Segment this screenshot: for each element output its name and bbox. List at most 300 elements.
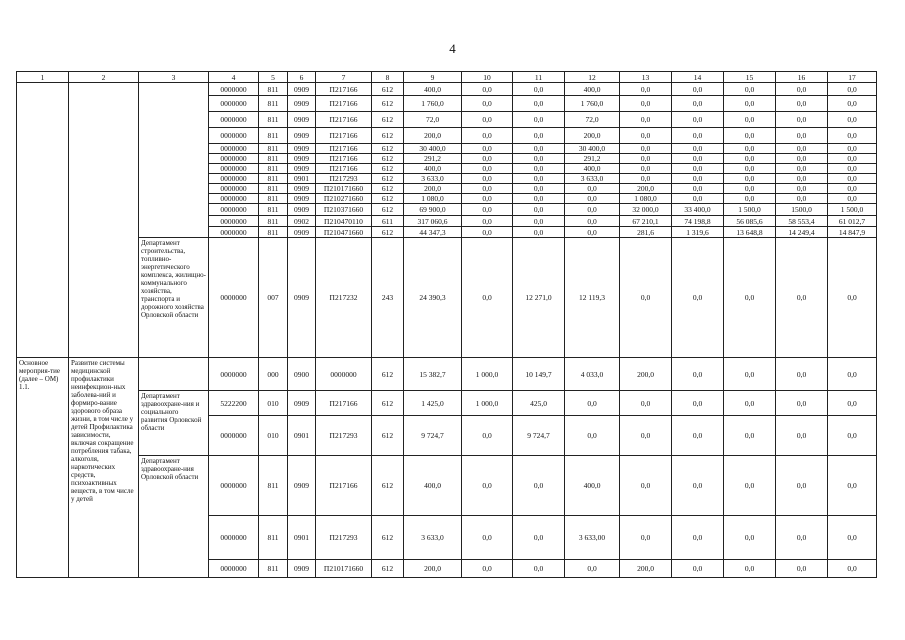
- table-cell: 811: [259, 164, 288, 174]
- table-cell: 0,0: [620, 416, 672, 456]
- table-cell: 400,0: [565, 456, 620, 516]
- table-cell: 400,0: [565, 164, 620, 174]
- table-cell: 612: [372, 516, 404, 560]
- table-cell: 0,0: [513, 184, 565, 194]
- table-cell: 811: [259, 154, 288, 164]
- table-cell: 291,2: [565, 154, 620, 164]
- table-cell: П217232: [316, 238, 372, 358]
- table-cell: 3 633,0: [404, 174, 462, 184]
- table-cell: 0000000: [209, 358, 259, 391]
- table-cell: 0000000: [209, 516, 259, 560]
- table-cell: 0,0: [776, 174, 828, 184]
- table-cell: 0,0: [828, 194, 877, 204]
- table-cell: 0,0: [513, 204, 565, 216]
- table-cell: 0,0: [724, 112, 776, 128]
- table-cell: 811: [259, 204, 288, 216]
- table-cell: 811: [259, 184, 288, 194]
- table-cell: 1 000,0: [462, 391, 513, 416]
- table-cell: 200,0: [620, 184, 672, 194]
- table-cell: 0,0: [462, 416, 513, 456]
- table-cell: 0,0: [620, 164, 672, 174]
- table-cell: 0,0: [672, 83, 724, 96]
- executor-cell: Департамент строительства, топливно-энергетического комплекса, жилищно-коммунального хозяйства, транспорта и дорожного хозяйства Орловской области: [139, 238, 209, 358]
- table-cell: 0,0: [513, 144, 565, 154]
- column-header: 2: [69, 72, 139, 83]
- table-cell: 0,0: [828, 358, 877, 391]
- table-cell: 0,0: [724, 96, 776, 112]
- executor-cell: [139, 83, 209, 238]
- executor-cell: [139, 358, 209, 391]
- table-cell: 0,0: [672, 164, 724, 174]
- table-cell: 0,0: [462, 154, 513, 164]
- table-cell: 0909: [288, 560, 316, 578]
- table-cell: 811: [259, 83, 288, 96]
- table-cell: 1500,0: [776, 204, 828, 216]
- table-cell: 0000000: [209, 456, 259, 516]
- table-cell: 010: [259, 391, 288, 416]
- table-cell: 0909: [288, 96, 316, 112]
- table-cell: 0000000: [209, 204, 259, 216]
- table-cell: 0000000: [209, 83, 259, 96]
- table-cell: 0,0: [776, 128, 828, 144]
- column-header: 15: [724, 72, 776, 83]
- table-cell: 1 319,6: [672, 227, 724, 238]
- table-cell: 612: [372, 456, 404, 516]
- table-cell: 0,0: [462, 96, 513, 112]
- table-cell: 0909: [288, 128, 316, 144]
- table-cell: 811: [259, 560, 288, 578]
- table-cell: 0,0: [462, 204, 513, 216]
- table-cell: П217166: [316, 456, 372, 516]
- table-cell: 0,0: [565, 416, 620, 456]
- column-header: 5: [259, 72, 288, 83]
- table-cell: 425,0: [513, 391, 565, 416]
- table-cell: П217166: [316, 128, 372, 144]
- table-cell: 811: [259, 456, 288, 516]
- table-cell: 0,0: [462, 164, 513, 174]
- column-header: 1: [17, 72, 69, 83]
- table-cell: П217166: [316, 144, 372, 154]
- table-cell: П217293: [316, 174, 372, 184]
- table-cell: 0,0: [724, 194, 776, 204]
- table-cell: 0909: [288, 154, 316, 164]
- table-cell: 0909: [288, 456, 316, 516]
- table-cell: П217166: [316, 96, 372, 112]
- table-cell: 0909: [288, 391, 316, 416]
- table-cell: П217166: [316, 391, 372, 416]
- table-cell: 0,0: [776, 96, 828, 112]
- table-cell: 0,0: [565, 227, 620, 238]
- table-cell: 0,0: [620, 174, 672, 184]
- table-cell: 3 633,0: [565, 174, 620, 184]
- table-cell: 0,0: [513, 112, 565, 128]
- table-cell: 0000000: [316, 358, 372, 391]
- table-cell: 5222200: [209, 391, 259, 416]
- table-row: [17, 456, 877, 516]
- table-cell: 0,0: [724, 391, 776, 416]
- table-cell: 72,0: [404, 112, 462, 128]
- table-cell: 612: [372, 184, 404, 194]
- table-cell: 0,0: [513, 164, 565, 174]
- table-cell: 58 553,4: [776, 216, 828, 227]
- table-cell: 0901: [288, 416, 316, 456]
- table-cell: 612: [372, 128, 404, 144]
- table-cell: 0901: [288, 516, 316, 560]
- table-cell: 200,0: [404, 128, 462, 144]
- table-cell: 0,0: [828, 560, 877, 578]
- table-cell: 0,0: [828, 144, 877, 154]
- table-cell: 0,0: [776, 391, 828, 416]
- table-cell: 56 085,6: [724, 216, 776, 227]
- table-cell: 0,0: [672, 96, 724, 112]
- table-cell: 12 271,0: [513, 238, 565, 358]
- table-cell: 0,0: [462, 456, 513, 516]
- table-cell: 0909: [288, 238, 316, 358]
- table-cell: 612: [372, 154, 404, 164]
- column-header: 14: [672, 72, 724, 83]
- table-cell: 0,0: [462, 216, 513, 227]
- table-cell: 0,0: [828, 128, 877, 144]
- column-header: 7: [316, 72, 372, 83]
- table-cell: 811: [259, 128, 288, 144]
- measure-description: Развитие системы медицинской профилактики неинфекцион-ных заболева-ний и формиро-вание здорового образа жизни, в том числе у детей Профилактика зависимости, включая сокращение потребления табака, алкоголя, наркотических средств, психоактивных веществ, в том числе у детей: [69, 358, 139, 578]
- column-header: 6: [288, 72, 316, 83]
- table-cell: 24 390,3: [404, 238, 462, 358]
- table-cell: 9 724,7: [404, 416, 462, 456]
- table-cell: 200,0: [620, 560, 672, 578]
- table-cell: П210471660: [316, 227, 372, 238]
- table-cell: 0,0: [776, 144, 828, 154]
- table-cell: 0,0: [513, 227, 565, 238]
- table-cell: 0909: [288, 112, 316, 128]
- table-cell: 0,0: [513, 154, 565, 164]
- table-cell: 1 760,0: [565, 96, 620, 112]
- table-cell: 0,0: [672, 144, 724, 154]
- table-cell: П217166: [316, 112, 372, 128]
- table-cell: 200,0: [565, 128, 620, 144]
- executor-cell: Департамент здравоохране-ния Орловской области: [139, 456, 209, 578]
- table-cell: 0000000: [209, 416, 259, 456]
- table-cell: 0,0: [513, 128, 565, 144]
- column-header: 3: [139, 72, 209, 83]
- table-cell: 0,0: [672, 456, 724, 516]
- table-cell: 0,0: [828, 164, 877, 174]
- column-header: 12: [565, 72, 620, 83]
- table-cell: 612: [372, 416, 404, 456]
- table-cell: 0,0: [620, 154, 672, 164]
- table-cell: П210171660: [316, 184, 372, 194]
- table-cell: 612: [372, 391, 404, 416]
- table-cell: 0,0: [724, 144, 776, 154]
- table-cell: 1 080,0: [404, 194, 462, 204]
- table-cell: 612: [372, 194, 404, 204]
- table-cell: 0,0: [565, 560, 620, 578]
- table-cell: 0,0: [724, 560, 776, 578]
- table-cell: 0,0: [828, 174, 877, 184]
- table-cell: 0,0: [828, 83, 877, 96]
- table-cell: 612: [372, 83, 404, 96]
- column-header: 8: [372, 72, 404, 83]
- table-cell: 243: [372, 238, 404, 358]
- table-cell: 0,0: [724, 164, 776, 174]
- table-cell: 32 000,0: [620, 204, 672, 216]
- table-cell: 811: [259, 194, 288, 204]
- table-cell: 612: [372, 227, 404, 238]
- table-cell: 0000000: [209, 216, 259, 227]
- table-cell: 0,0: [828, 112, 877, 128]
- table-cell: 0,0: [776, 184, 828, 194]
- table-cell: 0,0: [828, 184, 877, 194]
- table-cell: 0,0: [776, 416, 828, 456]
- table-cell: 0,0: [513, 456, 565, 516]
- table-cell: 612: [372, 144, 404, 154]
- table-cell: 0,0: [513, 174, 565, 184]
- table-cell: 0000000: [209, 144, 259, 154]
- table-cell: 0,0: [724, 358, 776, 391]
- table-cell: П217166: [316, 83, 372, 96]
- table-cell: 0909: [288, 227, 316, 238]
- table-cell: 0,0: [672, 128, 724, 144]
- table-cell: 0,0: [462, 194, 513, 204]
- column-header: 17: [828, 72, 877, 83]
- table-cell: 0000000: [209, 184, 259, 194]
- table-cell: 0,0: [565, 184, 620, 194]
- table-cell: 612: [372, 164, 404, 174]
- table-cell: 811: [259, 96, 288, 112]
- table-cell: 1 080,0: [620, 194, 672, 204]
- executor-cell: Департамент здравоохране-ния и социального развития Орловской области: [139, 391, 209, 456]
- table-cell: 1 425,0: [404, 391, 462, 416]
- table-cell: 0000000: [209, 112, 259, 128]
- table-cell: 0,0: [672, 112, 724, 128]
- table-row: [17, 83, 877, 96]
- description-cell: [69, 83, 139, 358]
- table-cell: 0,0: [724, 184, 776, 194]
- table-cell: 0,0: [776, 194, 828, 204]
- column-header: 9: [404, 72, 462, 83]
- table-cell: 010: [259, 416, 288, 456]
- column-header: 10: [462, 72, 513, 83]
- table-cell: 0,0: [776, 112, 828, 128]
- table-row: [17, 238, 877, 358]
- table-cell: 0909: [288, 83, 316, 96]
- table-cell: 0909: [288, 144, 316, 154]
- table-cell: 0,0: [828, 391, 877, 416]
- table-cell: 3 633,0: [404, 516, 462, 560]
- table-cell: 0,0: [672, 184, 724, 194]
- table-cell: 0,0: [724, 238, 776, 358]
- table-cell: 0,0: [724, 83, 776, 96]
- table-cell: 0,0: [724, 516, 776, 560]
- table-cell: 811: [259, 112, 288, 128]
- table-cell: 0,0: [724, 456, 776, 516]
- table-cell: 0,0: [620, 144, 672, 154]
- table-cell: 15 382,7: [404, 358, 462, 391]
- table-cell: 0,0: [565, 391, 620, 416]
- table-cell: 61 012,7: [828, 216, 877, 227]
- table-cell: 811: [259, 144, 288, 154]
- table-cell: 611: [372, 216, 404, 227]
- table-cell: 0,0: [724, 174, 776, 184]
- table-cell: 0,0: [513, 194, 565, 204]
- table-cell: П217166: [316, 164, 372, 174]
- table-cell: 0909: [288, 164, 316, 174]
- table-cell: 0,0: [620, 516, 672, 560]
- table-cell: 0,0: [672, 416, 724, 456]
- table-cell: 0,0: [776, 154, 828, 164]
- table-cell: 0,0: [828, 96, 877, 112]
- table-cell: 13 648,8: [724, 227, 776, 238]
- table-cell: 612: [372, 96, 404, 112]
- table-cell: 612: [372, 560, 404, 578]
- table-cell: 0,0: [462, 184, 513, 194]
- page-number: 4: [449, 41, 456, 56]
- table-cell: 0,0: [620, 391, 672, 416]
- table-cell: 0,0: [620, 456, 672, 516]
- table-cell: 0,0: [565, 194, 620, 204]
- table-cell: 317 060,6: [404, 216, 462, 227]
- table-cell: 1 500,0: [828, 204, 877, 216]
- table-cell: 811: [259, 174, 288, 184]
- table-cell: 0000000: [209, 154, 259, 164]
- table-cell: 0,0: [620, 238, 672, 358]
- table-cell: 0,0: [828, 416, 877, 456]
- table-cell: 30 400,0: [404, 144, 462, 154]
- table-cell: 0,0: [724, 416, 776, 456]
- table-cell: 200,0: [620, 358, 672, 391]
- table-cell: 0,0: [828, 516, 877, 560]
- table-cell: 811: [259, 516, 288, 560]
- table-cell: 0,0: [513, 83, 565, 96]
- table-cell: 44 347,3: [404, 227, 462, 238]
- table-cell: П210470110: [316, 216, 372, 227]
- table-cell: 0,0: [462, 112, 513, 128]
- table-cell: 0,0: [462, 238, 513, 358]
- program-cell: [17, 83, 69, 358]
- table-cell: 0,0: [672, 174, 724, 184]
- table-cell: 0,0: [462, 560, 513, 578]
- table-row: [17, 358, 877, 391]
- table-cell: 0,0: [828, 238, 877, 358]
- column-header: 11: [513, 72, 565, 83]
- table-cell: 0,0: [776, 358, 828, 391]
- table-cell: 0,0: [776, 456, 828, 516]
- table-cell: 0,0: [672, 358, 724, 391]
- column-header: 16: [776, 72, 828, 83]
- table-cell: 0,0: [620, 96, 672, 112]
- table-cell: 1 760,0: [404, 96, 462, 112]
- table-cell: 0,0: [724, 128, 776, 144]
- table-cell: 0909: [288, 184, 316, 194]
- table-cell: 3 633,00: [565, 516, 620, 560]
- table-cell: 0,0: [672, 516, 724, 560]
- table-cell: 281,6: [620, 227, 672, 238]
- table-cell: 0,0: [828, 154, 877, 164]
- table-cell: 0000000: [209, 238, 259, 358]
- table-cell: 10 149,7: [513, 358, 565, 391]
- table-cell: 0,0: [776, 560, 828, 578]
- table-cell: 0,0: [724, 154, 776, 164]
- table-cell: 400,0: [404, 456, 462, 516]
- table-cell: 0901: [288, 174, 316, 184]
- table-cell: 400,0: [404, 164, 462, 174]
- table-cell: 0000000: [209, 96, 259, 112]
- table-cell: П210271660: [316, 194, 372, 204]
- table-cell: 0909: [288, 194, 316, 204]
- table-cell: 0,0: [513, 96, 565, 112]
- table-cell: 33 400,0: [672, 204, 724, 216]
- table-cell: 0,0: [462, 144, 513, 154]
- table-cell: 612: [372, 174, 404, 184]
- table-cell: 612: [372, 112, 404, 128]
- table-cell: 0,0: [462, 83, 513, 96]
- table-cell: 0,0: [565, 204, 620, 216]
- table-cell: 14 249,4: [776, 227, 828, 238]
- table-cell: 30 400,0: [565, 144, 620, 154]
- table-cell: 007: [259, 238, 288, 358]
- table-cell: 0,0: [620, 112, 672, 128]
- table-cell: 0,0: [620, 83, 672, 96]
- table-cell: П217293: [316, 516, 372, 560]
- table-cell: 400,0: [565, 83, 620, 96]
- column-header: 13: [620, 72, 672, 83]
- table-cell: 14 847,9: [828, 227, 877, 238]
- table-cell: 0,0: [672, 391, 724, 416]
- table-cell: 0,0: [462, 174, 513, 184]
- table-cell: 0,0: [672, 238, 724, 358]
- table-cell: 811: [259, 216, 288, 227]
- table-cell: 69 900,0: [404, 204, 462, 216]
- table-cell: 0000000: [209, 194, 259, 204]
- table-cell: 0,0: [776, 516, 828, 560]
- table-cell: 0,0: [672, 154, 724, 164]
- table-row: [17, 391, 877, 416]
- table-cell: 74 198,8: [672, 216, 724, 227]
- table-cell: 12 119,3: [565, 238, 620, 358]
- table-cell: 0900: [288, 358, 316, 391]
- table-cell: 200,0: [404, 560, 462, 578]
- table-cell: 0000000: [209, 560, 259, 578]
- column-header: 4: [209, 72, 259, 83]
- table-cell: 0902: [288, 216, 316, 227]
- table-cell: 612: [372, 204, 404, 216]
- table-cell: П217293: [316, 416, 372, 456]
- table-cell: П217166: [316, 154, 372, 164]
- table-cell: 0000000: [209, 128, 259, 144]
- table-cell: 0,0: [776, 164, 828, 174]
- table-cell: 0000000: [209, 174, 259, 184]
- table-cell: 4 033,0: [565, 358, 620, 391]
- table-cell: 0,0: [828, 456, 877, 516]
- table-cell: П210171660: [316, 560, 372, 578]
- measure-label: Основное мероприя-тие (далее – ОМ) 1.1.: [17, 358, 69, 578]
- table-cell: 0000000: [209, 164, 259, 174]
- table-cell: 0,0: [513, 516, 565, 560]
- table-cell: 0,0: [620, 128, 672, 144]
- table-cell: 000: [259, 358, 288, 391]
- table-cell: 0,0: [462, 227, 513, 238]
- table-cell: 0909: [288, 204, 316, 216]
- table-cell: 0000000: [209, 227, 259, 238]
- table-cell: 0,0: [513, 560, 565, 578]
- table-cell: 0,0: [462, 128, 513, 144]
- table-cell: 1 000,0: [462, 358, 513, 391]
- table-cell: 400,0: [404, 83, 462, 96]
- table-cell: 0,0: [462, 516, 513, 560]
- table-cell: 9 724,7: [513, 416, 565, 456]
- table-cell: 200,0: [404, 184, 462, 194]
- table-cell: 291,2: [404, 154, 462, 164]
